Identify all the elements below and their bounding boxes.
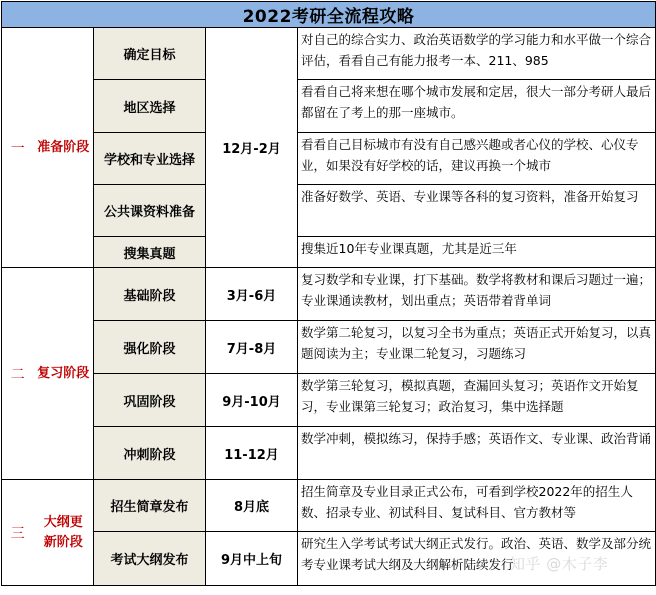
time-range: 7月-8月	[206, 321, 298, 374]
item-description: 对自己的综合实力、政治英语数学的学习能力和水平做一个综合评估，看看自己有能力报考一本、211、985	[298, 28, 656, 80]
item-label: 学校和专业选择	[94, 133, 206, 185]
item-label: 招生简章发布	[94, 480, 206, 532]
item-label: 确定目标	[94, 28, 206, 80]
item-description: 研究生入学考试考试大纲正式发行。政治、英语、数学及部分统考专业课考试大纲及大纲解析陆续发行	[298, 532, 656, 586]
time-range: 11-12月	[206, 427, 298, 480]
item-label: 考试大纲发布	[94, 532, 206, 586]
item-description: 数学冲刺，模拟练习，保持手感；英语作文、专业课、政治背诵	[298, 427, 656, 480]
table-row	[2, 80, 656, 133]
table-row	[2, 268, 656, 321]
item-label: 公共课资料准备	[94, 185, 206, 237]
table-title: 2022考研全流程攻略	[2, 2, 656, 28]
item-description: 搜集近10年专业课真题，尤其是近三年	[298, 237, 656, 268]
phase-number: 二	[2, 268, 34, 480]
time-range: 9月中上旬	[206, 532, 298, 586]
phase-name: 准备阶段	[34, 28, 94, 268]
strategy-table	[1, 1, 656, 586]
item-label: 搜集真题	[94, 237, 206, 268]
phase-name-line-1: 大纲更	[43, 514, 83, 530]
table-row	[2, 133, 656, 185]
item-description: 准备好数学、英语、专业课等各科的复习资料，准备开始复习	[298, 185, 656, 237]
time-range: 8月底	[206, 480, 298, 532]
item-description: 看看自己目标城市有没有自己感兴趣或者心仪的学校、心仪专业，如果没有好学校的话，建议再换一个城市	[298, 133, 656, 185]
table-row	[2, 374, 656, 427]
phase-name-line-2: 新阶段	[43, 534, 83, 550]
item-description: 数学第二轮复习，以复习全书为重点；英语正式开始复习，以真题阅读为主；专业课二轮复习，习题练习	[298, 321, 656, 374]
item-label: 基础阶段	[94, 268, 206, 321]
item-description: 复习数学和专业课，打下基础。数学将教材和课后习题过一遍；专业课通读教材，划出重点；英语带着背单词	[298, 268, 656, 321]
item-description: 数学第三轮复习，模拟真题，查漏回头复习；英语作文开始复习，专业课第三轮复习；政治复习，集中选择题	[298, 374, 656, 427]
item-label: 地区选择	[94, 80, 206, 133]
table-row	[2, 28, 656, 80]
item-description: 看看自己将来想在哪个城市发展和定居，很大一部分考研人最后都留在了考上的那一座城市。	[298, 80, 656, 133]
phase-number: 一	[2, 28, 34, 268]
item-label: 强化阶段	[94, 321, 206, 374]
item-label: 巩固阶段	[94, 374, 206, 427]
time-range: 9月-10月	[206, 374, 298, 427]
table-row	[2, 237, 656, 268]
item-description: 招生简章及专业目录正式公布，可看到学校2022年的招生人数、招录专业、初试科目、复试科目、官方教材等	[298, 480, 656, 532]
phase-number: 三	[2, 480, 34, 586]
zhihu-watermark: 知乎 @木子李	[510, 555, 609, 573]
table-row	[2, 321, 656, 374]
table-row	[2, 185, 656, 237]
phase-name: 复习阶段	[34, 268, 94, 480]
table-row	[2, 480, 656, 532]
phase-name	[34, 480, 94, 586]
table-row	[2, 427, 656, 480]
time-range: 3月-6月	[206, 268, 298, 321]
time-range: 12月-2月	[206, 28, 298, 268]
item-label: 冲刺阶段	[94, 427, 206, 480]
